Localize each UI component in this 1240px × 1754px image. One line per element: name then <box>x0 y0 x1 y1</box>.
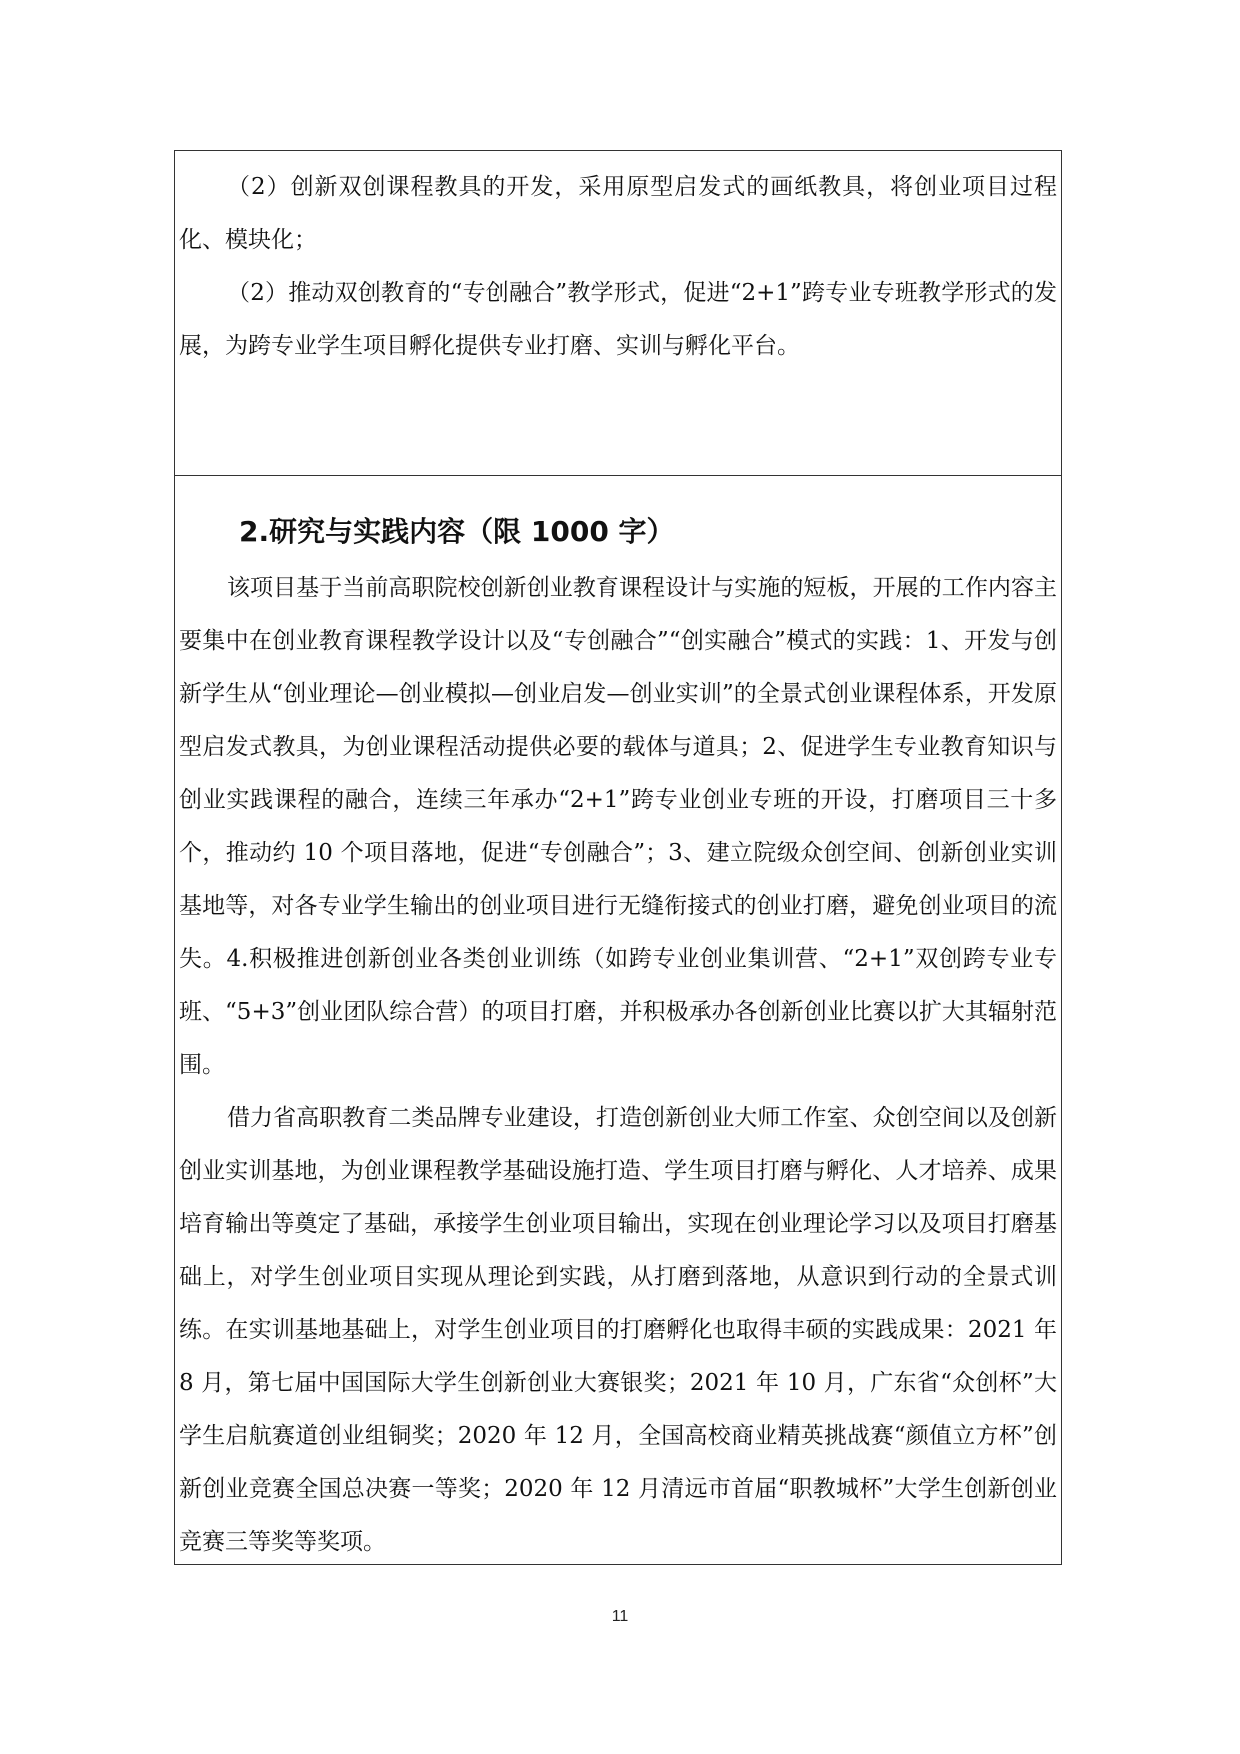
page-number: 11 <box>611 1608 629 1625</box>
table-cell-goals <box>175 151 1061 476</box>
paragraph: 该项目基于当前高职院校创新创业教育课程设计与实施的短板，开展的工作内容主要集中在创业教育课程教学设计以及“专创融合”“创实融合”模式的实践：1、开发与创新学生从“创业理论—创业模拟—创业启发—创业实训”的全景式创业课程体系，开发原型启发式教具，为创业课程活动提供必要的载体与道具；2、促进学生专业教育知识与创业实践课程的融合，连续三年承办“2+1”跨专业创业专班的开设，打磨项目三十多个，推动约 10 个项目落地，促进“专创融合”；3、建立院级众创空间、创新创业实训基地等，对各专业学生输出的创业项目进行无缝衔接式的创业打磨，避免创业项目的流失。4.积极推进创新创业各类创业训练（如跨专业创业集训营、“2+1”双创跨专业专班、“5+3”创业团队综合营）的项目打磨，并积极承办各创新创业比赛以扩大其辐射范围。 <box>179 575 1057 1078</box>
section-title: 2.研究与实践内容（限 1000 字） <box>239 515 675 548</box>
paragraph: 借力省高职教育二类品牌专业建设，打造创新创业大师工作室、众创空间以及创新创业实训基地，为创业课程教学基础设施打造、学生项目打磨与孵化、人才培养、成果培育输出等奠定了基础，承接学生创业项目输出，实现在创业理论学习以及项目打磨基础上，对学生创业项目实现从理论到实践，从打磨到落地，从意识到行动的全景式训练。在实训基地基础上，对学生创业项目的打磨孵化也取得丰硕的实践成果：2021 年 8 月，第七届中国国际大学生创新创业大赛银奖；2021 年 10 月，广东省“众创杯”大学生启航赛道创业组铜奖；2020 年 12 月，全国高校商业精英挑战赛“颜值立方杯”创新创业竞赛全国总决赛一等奖；2020 年 12 月清远市首届“职教城杯”大学生创新创业竞赛三等奖等奖项。 <box>179 1105 1057 1555</box>
paragraph: （2）创新双创课程教具的开发，采用原型启发式的画纸教具，将创业项目过程化、模块化； <box>179 174 1057 253</box>
form-table <box>174 150 1062 1565</box>
paragraph: （2）推动双创教育的“专创融合”教学形式，促进“2+1”跨专业专班教学形式的发展，为跨专业学生项目孵化提供专业打磨、实训与孵化平台。 <box>179 280 1057 359</box>
table-cell-research-content <box>175 476 1061 1564</box>
